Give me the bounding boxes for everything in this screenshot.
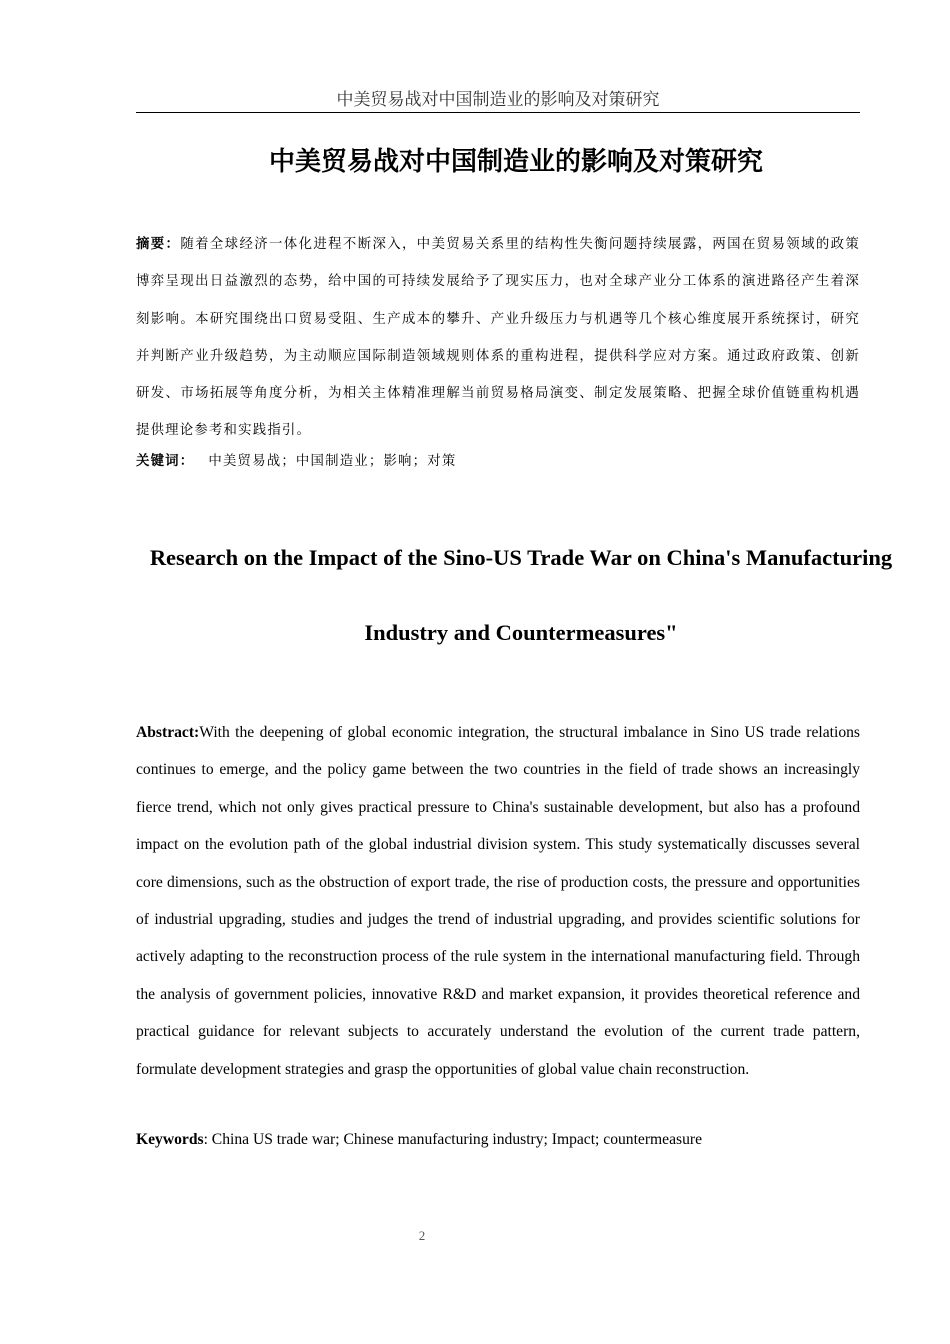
- english-abstract-label: Abstract:: [136, 724, 200, 741]
- chinese-keywords-label: 关键词：: [136, 454, 195, 469]
- running-header: 中美贸易战对中国制造业的影响及对策研究: [336, 90, 660, 110]
- english-title: Research on the Impact of the Sino-US Trade War on China's Manufacturing Industry and Countermeasures": [149, 545, 893, 645]
- chinese-keywords-text: 中美贸易战；中国制造业；影响；对策: [208, 454, 457, 469]
- chinese-abstract-text: 随着全球经济一体化进程不断深入，中美贸易关系里的结构性失衡问题持续展露，两国在贸易领域的政策博弈呈现出日益激烈的态势，给中国的可持续发展给予了现实压力，也对全球产业分工体系的演进路径产生着深刻影响。本研究围绕出口贸易受阻、生产成本的攀升、产业升级压力与机遇等几个核心维度展开系统探讨，研究并判断产业升级趋势，为主动顺应国际制造领域规则体系的重构进程，提供科学应对方案。通过政府政策、创新研发、市场拓展等角度分析，为相关主体精准理解当前贸易格局演变、制定发展策略、把握全球价值链重构机遇提供理论参考和实践指引。: [136, 237, 860, 439]
- header-rule: [136, 112, 860, 113]
- english-abstract: [136, 714, 860, 1088]
- english-keywords: [136, 1128, 860, 1152]
- chinese-abstract: [136, 226, 860, 450]
- page-number: 2: [418, 1228, 426, 1243]
- chinese-abstract-label: 摘要：: [136, 237, 181, 252]
- english-abstract-text: With the deepening of global economic integration, the structural imbalance in Sino US trade relations continues to emerge, and the policy game between the two countries in the field of trade shows an increasingly fierce trend, which not only gives practical pressure to China's sustainable development, but also has a profound impact on the evolution path of the global industrial division system. This study systematically discusses several core dimensions, such as the obstruction of export trade, the rise of production costs, the pressure and opportunities of industrial upgrading, studies and judges the trend of industrial upgrading, and provides scientific solutions for actively adapting to the reconstruction process of the rule system in the international manufacturing field. Through the analysis of government policies, innovative R&D and market expansion, it provides theoretical reference and practical guidance for relevant subjects to accurately understand the evolution of the current trade pattern, formulate development strategies and grasp the opportunities of global value chain reconstruction.: [136, 724, 860, 1078]
- chinese-keywords: [136, 448, 860, 476]
- chinese-title: 中美贸易战对中国制造业的影响及对策研究: [268, 147, 763, 177]
- english-keywords-text: : China US trade war; Chinese manufacturing industry; Impact; countermeasure: [203, 1131, 702, 1148]
- english-keywords-label: Keywords: [136, 1131, 204, 1148]
